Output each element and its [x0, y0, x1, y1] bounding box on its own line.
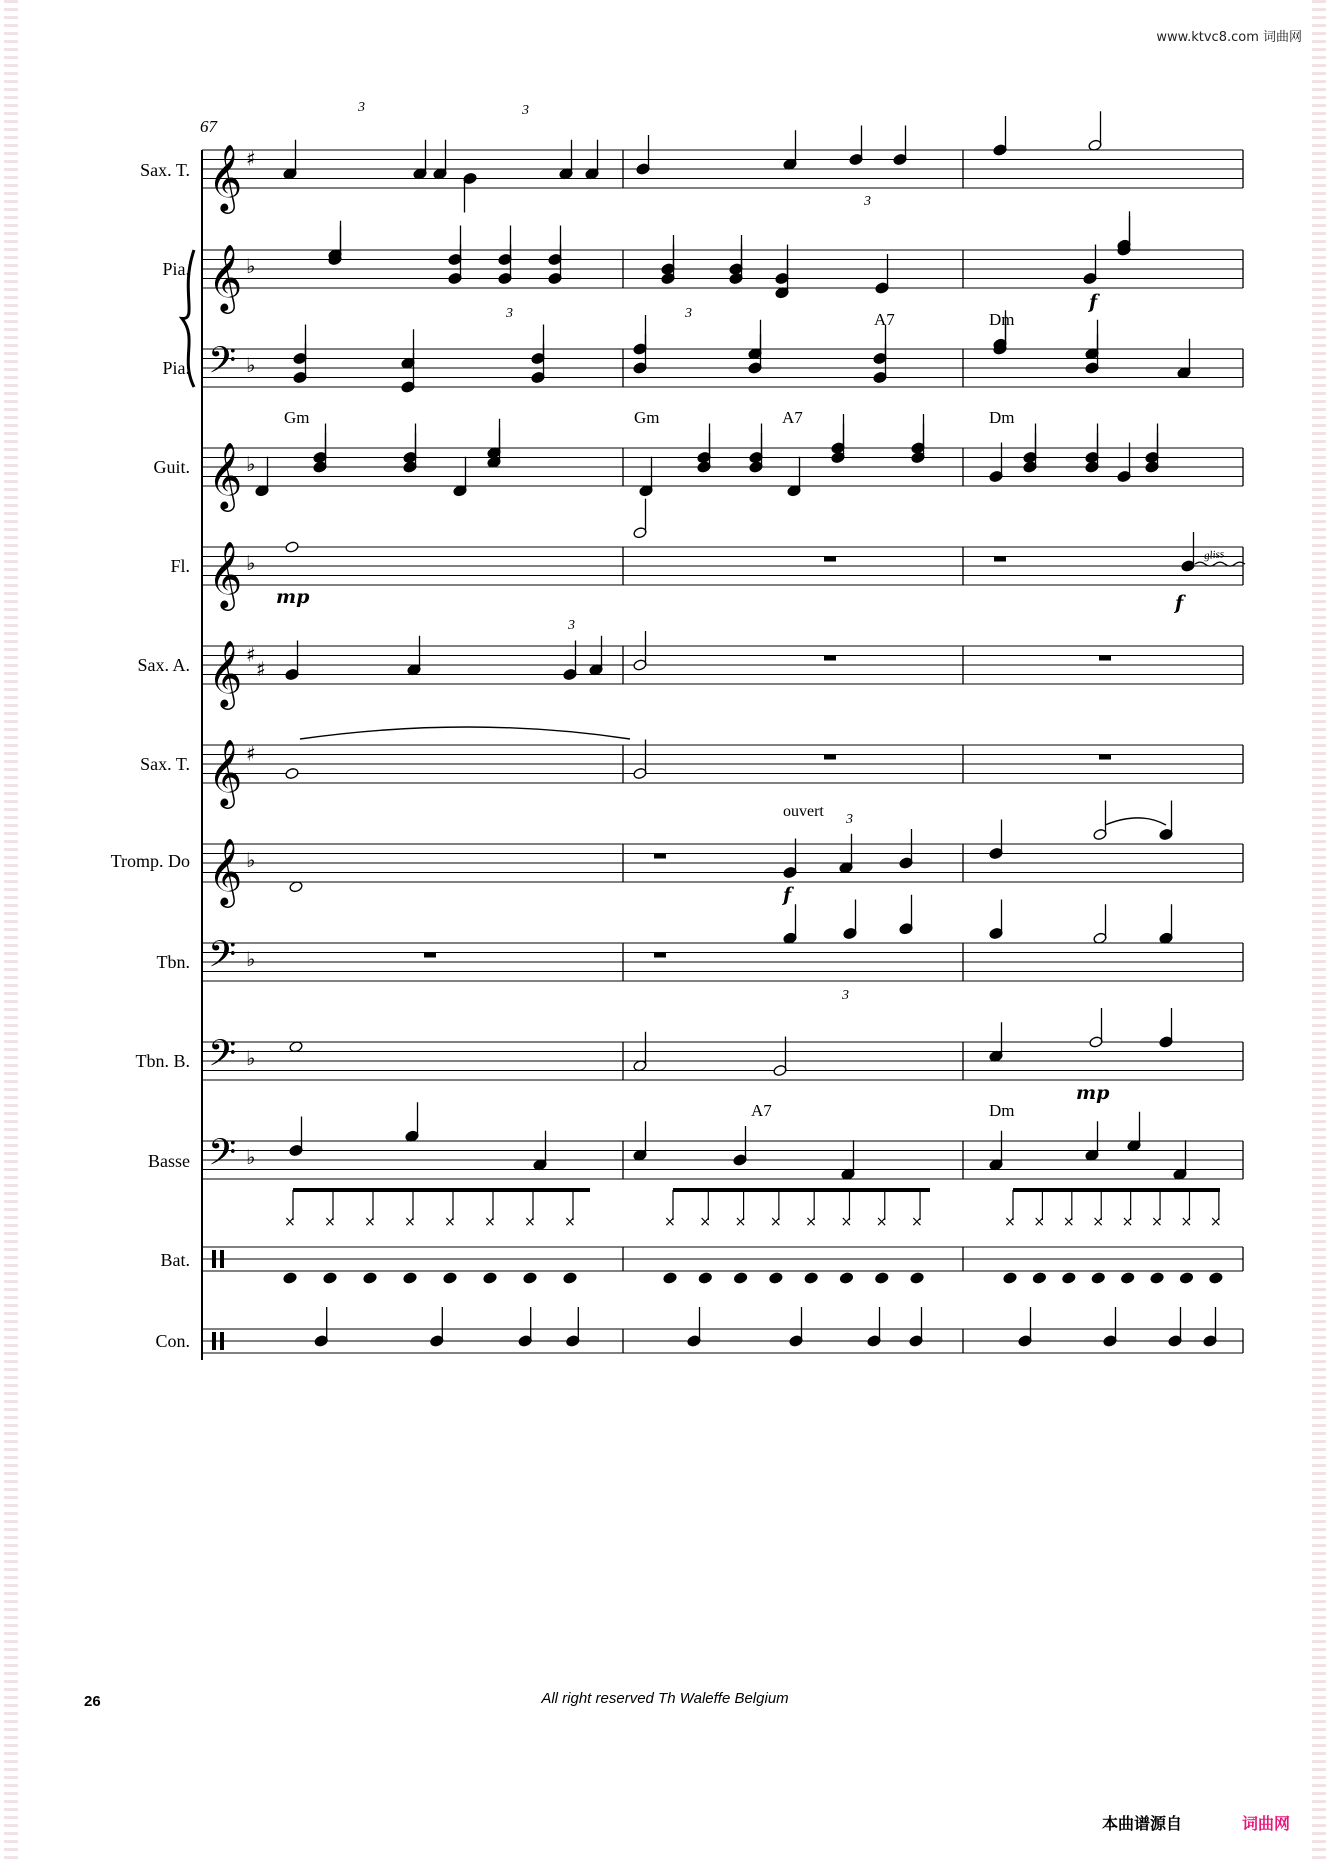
flat-icon: ♭ — [246, 848, 256, 872]
kick-note-head — [323, 1272, 337, 1284]
tuplet-3: 3 — [522, 103, 529, 118]
glissando-label: gliss. — [1203, 547, 1228, 563]
kick-note-head — [839, 1272, 853, 1284]
tuplet-3: 3 — [864, 194, 871, 209]
kick-note-head — [483, 1272, 497, 1284]
flat-icon: ♭ — [246, 1046, 256, 1070]
bass-clef-icon: 𝄢 — [208, 1131, 237, 1183]
hihat-x-note-icon: × — [1209, 1214, 1222, 1230]
hihat-x-note-icon: × — [1121, 1214, 1134, 1230]
chord-guitar-dm: Dm — [989, 408, 1015, 427]
note-head — [285, 767, 299, 779]
dynamic-bass-trombone-mp: mp — [1076, 1082, 1110, 1104]
kick-note-head — [1209, 1272, 1223, 1284]
percussion-clef-icon — [212, 1250, 216, 1268]
kick-note-head — [1091, 1272, 1105, 1284]
dynamic-piano-forte: f — [1089, 291, 1098, 313]
dynamic-flute-mp: mp — [276, 586, 310, 608]
kick-note-head — [663, 1272, 677, 1284]
sharp-icon: ♯ — [246, 642, 256, 667]
whole-rest-icon — [1099, 755, 1111, 760]
kick-note-head — [523, 1272, 537, 1284]
treble-clef-icon: 𝄞 — [208, 837, 243, 905]
kick-note-head — [1121, 1272, 1135, 1284]
tie-curve — [300, 727, 630, 739]
kick-note-head — [283, 1272, 297, 1284]
bass-clef-icon: 𝄢 — [208, 1032, 237, 1084]
kick-note-head — [1062, 1272, 1076, 1284]
site-watermark: www.ktvc8.com 词曲网 — [1156, 30, 1302, 45]
flat-icon: ♭ — [246, 1145, 256, 1169]
chord-guitar-gm-2: Gm — [634, 408, 660, 427]
part-label-piano-lh: Pia. — [162, 358, 190, 378]
hihat-x-note-icon: × — [911, 1214, 923, 1230]
whole-rest-icon — [824, 557, 836, 562]
hihat-x-note-icon: × — [769, 1214, 782, 1230]
hihat-x-note-icon: × — [1033, 1214, 1046, 1230]
chord-piano-dm: Dm — [989, 310, 1015, 329]
sharp-icon: ♯ — [246, 146, 256, 171]
hihat-x-note-icon: × — [1004, 1214, 1016, 1230]
whole-rest-icon — [1099, 656, 1111, 661]
kick-note-head — [1032, 1272, 1046, 1284]
tuplet-3: 3 — [568, 618, 575, 633]
hihat-x-note-icon: × — [324, 1214, 336, 1230]
part-label-trombone: Tbn. — [156, 952, 190, 972]
treble-clef-icon: 𝄞 — [208, 738, 243, 806]
flat-icon: ♭ — [246, 947, 256, 971]
treble-clef-icon: 𝄞 — [208, 441, 243, 509]
treble-clef-icon: 𝄞 — [208, 243, 243, 311]
tuplet-3: 3 — [842, 988, 849, 1003]
hihat-x-note-icon: × — [564, 1214, 576, 1230]
hihat-x-note-icon: × — [524, 1214, 536, 1230]
hihat-x-note-icon: × — [664, 1214, 676, 1230]
hihat-x-note-icon: × — [1092, 1214, 1104, 1230]
tuplet-3: 3 — [685, 306, 692, 321]
part-label-bass: Basse — [148, 1151, 190, 1171]
kick-note-head — [733, 1272, 747, 1284]
flat-icon: ♭ — [246, 254, 256, 278]
kick-note-head — [1179, 1272, 1193, 1284]
kick-note-head — [403, 1272, 417, 1284]
chord-bass-a7: A7 — [751, 1101, 772, 1120]
copyright-notice: All right reserved Th Waleffe Belgium — [541, 1690, 789, 1707]
hihat-x-note-icon: × — [1151, 1214, 1163, 1230]
treble-clef-icon: 𝄞 — [208, 639, 243, 707]
percussion-clef-icon — [220, 1332, 224, 1350]
tuplet-3: 3 — [358, 100, 365, 115]
kick-note-head — [363, 1272, 377, 1284]
hihat-x-note-icon: × — [805, 1214, 817, 1230]
flat-icon: ♭ — [246, 551, 256, 575]
whole-rest-icon — [994, 557, 1006, 562]
part-label-sax-tenor-1: Sax. T. — [140, 160, 190, 180]
dynamic-flute-forte: f — [1175, 592, 1184, 614]
part-label-bass-trombone: Tbn. B. — [135, 1051, 190, 1071]
sharp-icon: ♯ — [256, 656, 266, 681]
percussion-clef-icon — [220, 1250, 224, 1268]
whole-rest-icon — [654, 953, 666, 958]
hihat-x-note-icon: × — [1180, 1214, 1193, 1230]
kick-note-head — [804, 1272, 818, 1284]
bass-clef-icon: 𝄢 — [208, 339, 237, 391]
hihat-x-note-icon: × — [699, 1214, 712, 1230]
part-label-congas: Con. — [155, 1331, 190, 1351]
chord-guitar-gm-1: Gm — [284, 408, 310, 427]
page-number: 26 — [84, 1693, 101, 1710]
kick-note-head — [698, 1272, 712, 1284]
tuplet-3: 3 — [506, 306, 513, 321]
source-brand: 词曲网 — [1241, 1814, 1290, 1833]
percussion-clef-icon — [212, 1332, 216, 1350]
hihat-x-note-icon: × — [840, 1214, 853, 1230]
part-label-guitar: Guit. — [153, 457, 190, 477]
treble-clef-icon: 𝄞 — [208, 540, 243, 608]
part-label-piano-rh: Pia. — [162, 259, 190, 279]
chord-guitar-a7: A7 — [782, 408, 803, 427]
hihat-x-note-icon: × — [404, 1214, 416, 1230]
hihat-x-note-icon: × — [284, 1214, 296, 1230]
kick-note-head — [1150, 1272, 1164, 1284]
kick-note-head — [443, 1272, 457, 1284]
hihat-x-note-icon: × — [484, 1214, 496, 1230]
chord-bass-dm: Dm — [989, 1101, 1015, 1120]
dynamic-trumpet-forte: f — [783, 884, 792, 906]
part-label-sax-tenor-2: Sax. T. — [140, 754, 190, 774]
part-label-flute: Fl. — [170, 556, 190, 576]
hihat-x-note-icon: × — [875, 1214, 888, 1230]
treble-clef-icon: 𝄞 — [208, 143, 243, 211]
part-label-sax-alto: Sax. A. — [137, 655, 190, 675]
kick-note-head — [769, 1272, 783, 1284]
part-label-drums: Bat. — [160, 1250, 190, 1270]
measure-number: 67 — [200, 117, 217, 136]
tie-curve — [1105, 818, 1166, 825]
hihat-x-note-icon: × — [734, 1214, 747, 1230]
kick-note-head — [875, 1272, 889, 1284]
chord-piano-a7: A7 — [874, 310, 895, 329]
kick-note-head — [910, 1272, 924, 1284]
sharp-icon: ♯ — [246, 741, 256, 766]
note-head — [285, 541, 299, 553]
whole-rest-icon — [824, 656, 836, 661]
flat-icon: ♭ — [246, 452, 256, 476]
ouvert-marking: ouvert — [783, 803, 824, 820]
whole-rest-icon — [654, 854, 666, 859]
source-label: 本曲谱源自 — [1101, 1814, 1182, 1833]
whole-rest-icon — [824, 755, 836, 760]
whole-rest-icon — [424, 953, 436, 958]
part-label-trumpet: Tromp. Do — [110, 851, 190, 871]
flat-icon: ♭ — [246, 353, 256, 377]
tuplet-3: 3 — [846, 812, 853, 827]
hihat-x-note-icon: × — [1062, 1214, 1075, 1230]
bass-clef-icon: 𝄢 — [208, 933, 237, 985]
kick-note-head — [563, 1272, 577, 1284]
hihat-x-note-icon: × — [444, 1214, 456, 1230]
hihat-x-note-icon: × — [364, 1214, 376, 1230]
source-credit — [1102, 1811, 1290, 1834]
kick-note-head — [1003, 1272, 1017, 1284]
